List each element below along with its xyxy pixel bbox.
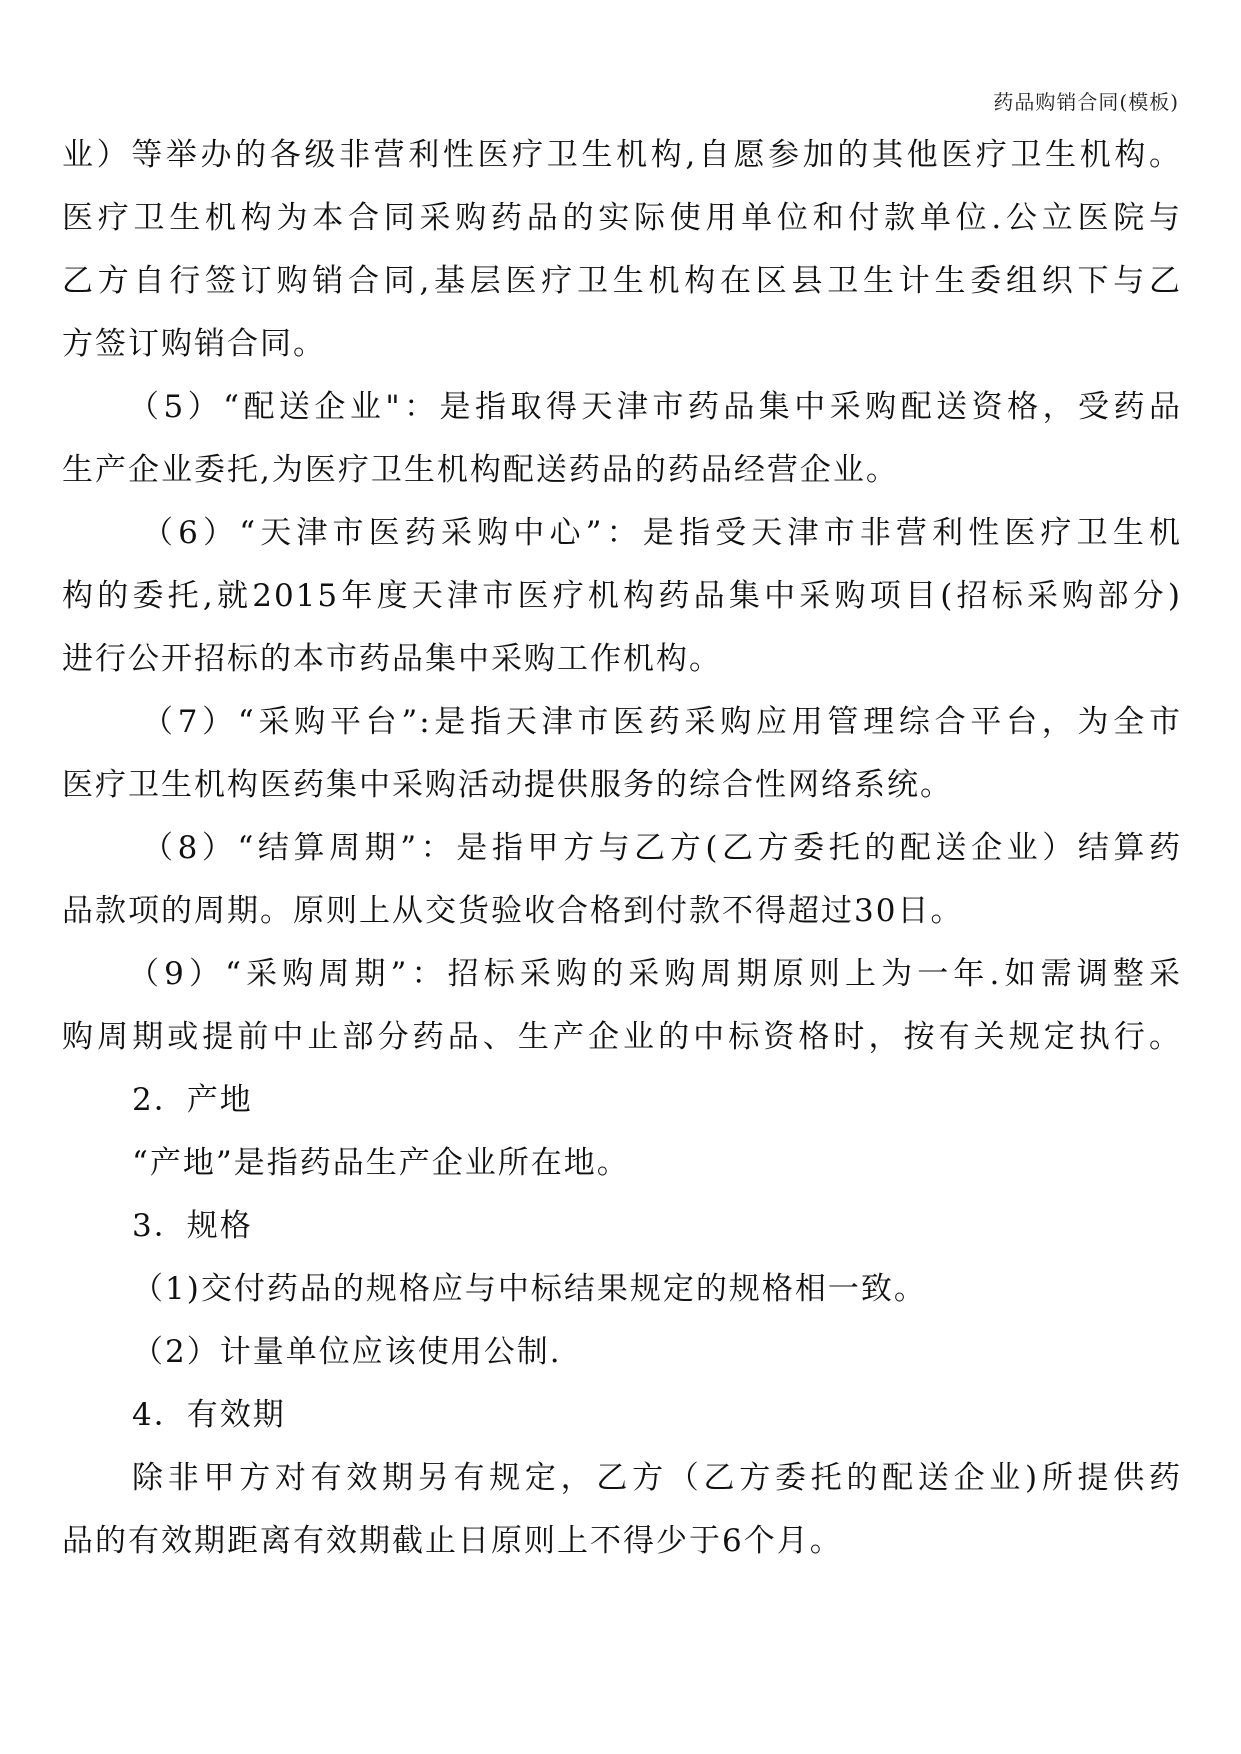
paragraph-line: 医疗卫生机构医药集中采购活动提供服务的综合性网络系统。 <box>62 767 953 803</box>
paragraph-line: 构的委托,就2015年度天津市医疗机构药品集中采购项目(招标采购部分) <box>62 578 1182 614</box>
paragraph-line: 乙方自行签订购销合同,基层医疗卫生机构在区县卫生计生委组织下与乙 <box>62 263 1182 299</box>
spec-item-1: （1)交付药品的规格应与中标结果规定的规格相一致。 <box>132 1271 927 1307</box>
section-heading-origin: 2．产地 <box>132 1082 253 1118</box>
paragraph-line: 生产企业委托,为医疗卫生机构配送药品的药品经营企业。 <box>62 452 899 488</box>
definition-item-9: （9）“采购周期”：招标采购的采购周期原则上为一年.如需调整采 <box>128 956 1182 992</box>
definition-item-8: （8）“结算周期”：是指甲方与乙方(乙方委托的配送企业）结算药 <box>142 830 1182 866</box>
paragraph-line: 业）等举办的各级非营利性医疗卫生机构,自愿参加的其他医疗卫生机构。 <box>62 137 1182 173</box>
definition-item-7: （7）“采购平台”:是指天津市医药采购应用管理综合平台，为全市 <box>142 704 1182 740</box>
paragraph-line: 方签订购销合同。 <box>62 326 326 362</box>
spec-item-2: （2）计量单位应该使用公制. <box>132 1334 562 1370</box>
definition-item-5: （5）“配送企业"：是指取得天津市药品集中采购配送资格，受药品 <box>128 389 1182 425</box>
document-body <box>62 124 1182 1573</box>
paragraph-line: “产地”是指药品生产企业所在地。 <box>132 1145 630 1181</box>
section-heading-validity: 4．有效期 <box>132 1397 286 1433</box>
section-heading-spec: 3．规格 <box>132 1208 253 1244</box>
paragraph-line: 进行公开招标的本市药品集中采购工作机构。 <box>62 641 722 677</box>
paragraph-line: 医疗卫生机构为本合同采购药品的实际使用单位和付款单位.公立医院与 <box>62 200 1182 236</box>
paragraph-line: 除非甲方对有效期另有规定，乙方（乙方委托的配送企业)所提供药 <box>132 1460 1182 1496</box>
paragraph-line: 品的有效期距离有效期截止日原则上不得少于6个月。 <box>62 1523 843 1559</box>
paragraph-line: 购周期或提前中止部分药品、生产企业的中标资格时，按有关规定执行。 <box>62 1019 1182 1055</box>
definition-item-6: （6）“天津市医药采购中心”：是指受天津市非营利性医疗卫生机 <box>142 515 1182 551</box>
page-header: 药品购销合同(模板) <box>993 90 1179 114</box>
paragraph-line: 品款项的周期。原则上从交货验收合格到付款不得超过30日。 <box>62 893 964 929</box>
